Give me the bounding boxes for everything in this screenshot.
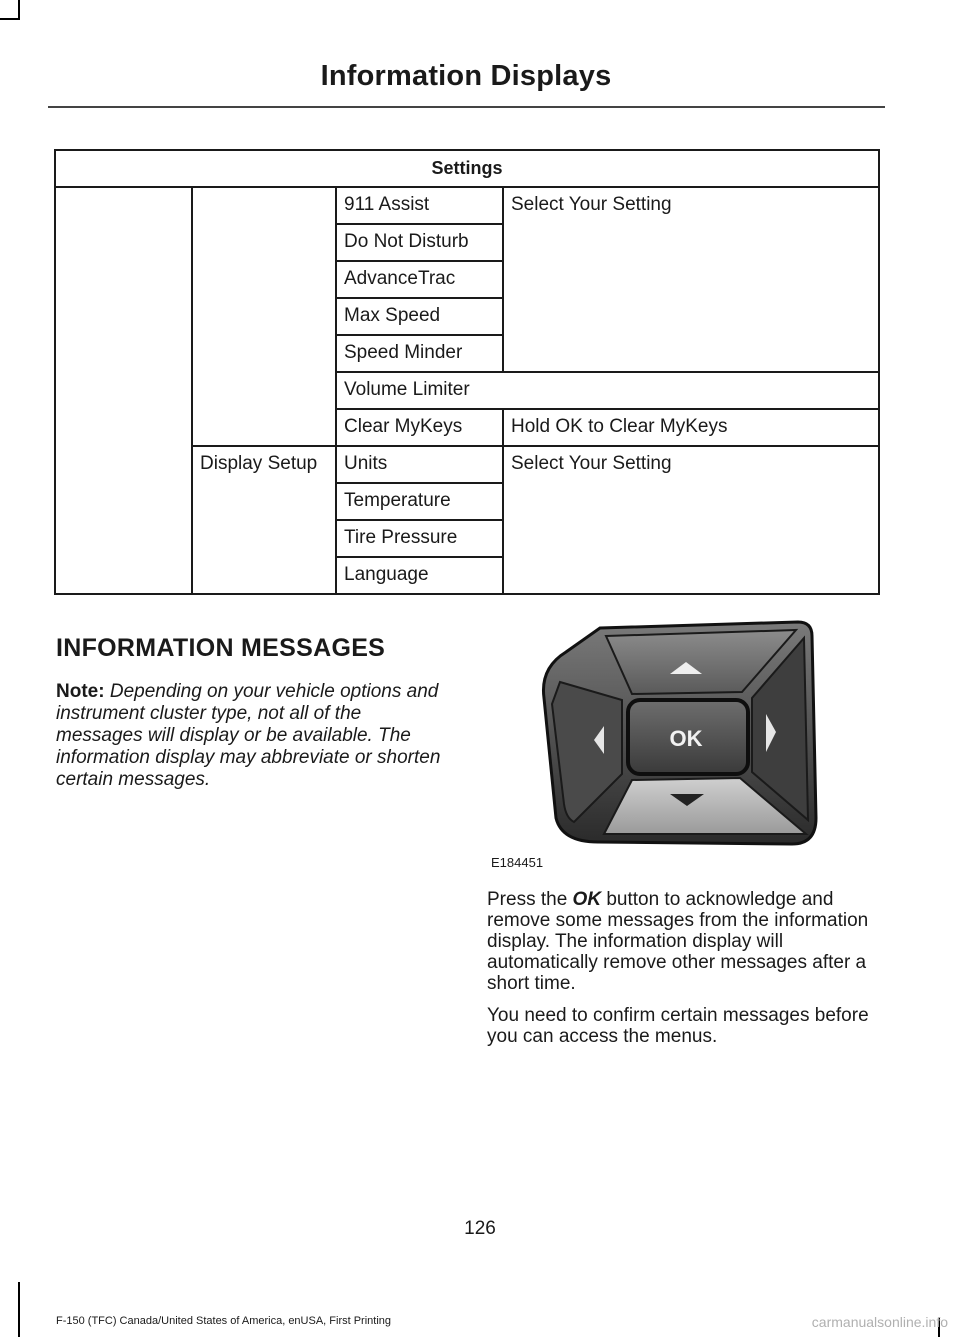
watermark: carmanualsonline.info (811, 1314, 948, 1330)
table-cell-item: Speed Minder (336, 335, 503, 372)
table-cell-item: Volume Limiter (336, 372, 879, 409)
crop-mark (18, 0, 20, 20)
body-paragraph (487, 889, 882, 994)
note-label: Note: (56, 681, 105, 702)
body-text: button to acknowledge and remove some messages from the information display. The information display will automatically remove other messages after a short time. (487, 889, 869, 994)
figure-id: E184451 (491, 855, 544, 870)
section-heading: INFORMATION MESSAGES (56, 634, 386, 662)
table-cell-action: Select Your Setting (503, 446, 879, 594)
settings-table (54, 149, 880, 595)
page-header-title: Information Displays (320, 60, 612, 92)
table-cell-group: Display Setup (192, 446, 336, 594)
table-cell-item: Do Not Disturb (336, 224, 503, 261)
table-row (55, 446, 879, 483)
table-cell-action: Hold OK to Clear MyKeys (503, 409, 879, 446)
table-cell-item: AdvanceTrac (336, 261, 503, 298)
table-title: Settings (55, 150, 879, 187)
footer-text: F-150 (TFC) Canada/United States of America, enUSA, First Printing (56, 1315, 392, 1327)
ok-emphasis: OK (572, 889, 602, 910)
table-cell-item: 911 Assist (336, 187, 503, 224)
ok-button-label: OK (669, 726, 703, 751)
table-cell-action: Select Your Setting (503, 187, 879, 372)
table-cell-item: Tire Pressure (336, 520, 503, 557)
table-cell-item: Language (336, 557, 503, 594)
body-paragraph: You need to confirm certain messages before you can access the menus. (487, 1005, 869, 1047)
table-cell-item: Max Speed (336, 298, 503, 335)
steering-button-pad-illustration (480, 608, 880, 868)
note-paragraph (56, 681, 441, 791)
crop-mark (0, 18, 20, 20)
table-cell-item: Units (336, 446, 503, 483)
page-number: 126 (464, 1218, 496, 1239)
note-text: Depending on your vehicle options and instrument cluster type, not all of the messages will display or be available. The information display may abbreviate or shorten certain messages. (56, 681, 441, 790)
crop-mark (18, 1282, 20, 1337)
table-cell-empty (55, 446, 192, 594)
table-cell-item: Clear MyKeys (336, 409, 503, 446)
body-text: Press the (487, 889, 573, 910)
table-row (55, 187, 879, 224)
table-cell-group (192, 187, 336, 446)
table-cell-empty (55, 187, 192, 446)
table-cell-item: Temperature (336, 483, 503, 520)
header-divider (48, 106, 885, 108)
